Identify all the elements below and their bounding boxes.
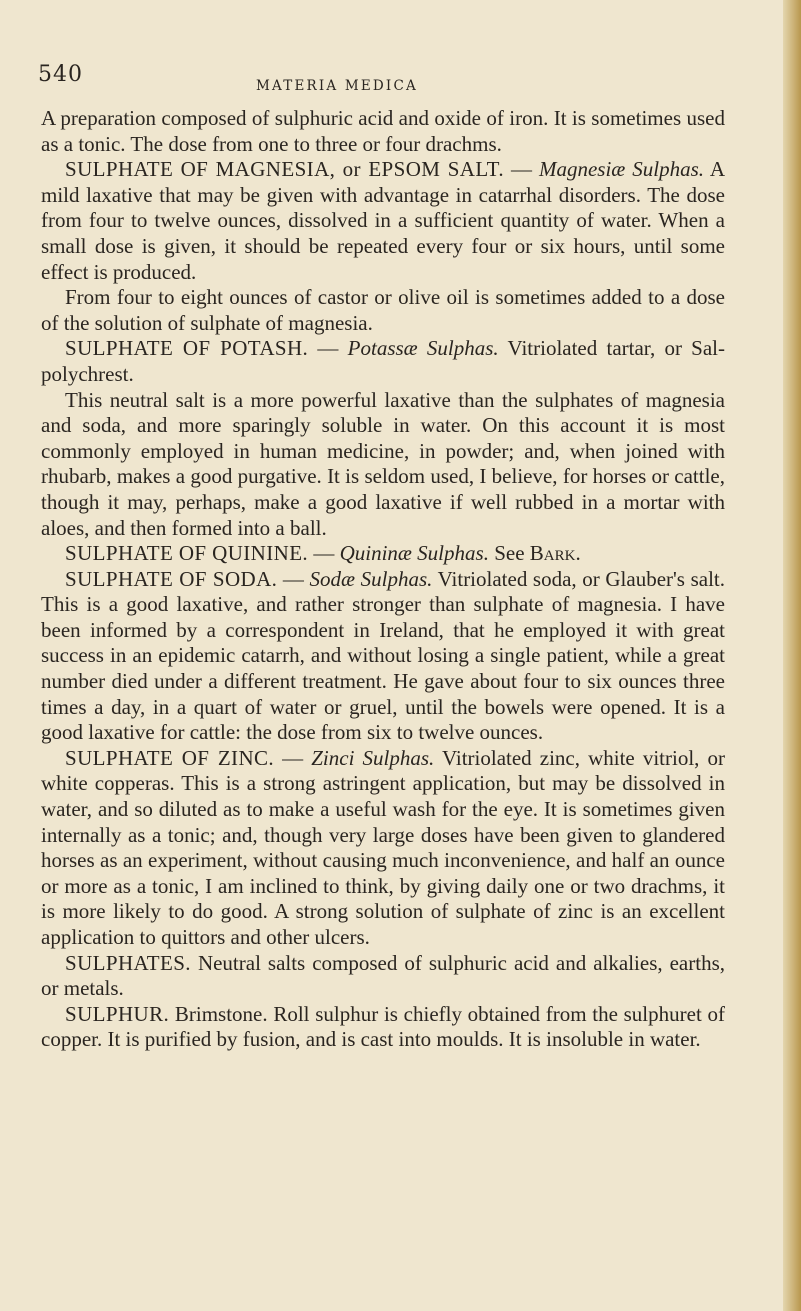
cross-reference: Bark. xyxy=(529,541,581,566)
entry-sulphate-of-magnesia xyxy=(41,157,725,285)
running-head: MATERIA MEDICA xyxy=(256,78,418,94)
latin-name: Potassæ Sulphas. xyxy=(347,336,499,361)
entry-text: Vitriolated soda, or Glauber's salt. This is a good laxative, and rather stronger than sulphate of magnesia. I have been informed by a correspondent in Ireland, that he employed it with great success in an epidemic catarrh, and without losing a single patient, while a great number died under a different treatment. He gave about four to six ounces three times a day, in a quart of water or gruel, until the bowels were opened. It is a good laxative for cattle: the dose from six to twelve ounces. xyxy=(41,566,725,745)
entry-sulphate-of-potash xyxy=(41,336,725,387)
entry-sulphur xyxy=(41,1002,725,1053)
entry-heading: SULPHATES. xyxy=(65,950,191,975)
latin-name: Magnesiæ Sulphas. xyxy=(538,157,705,182)
entry-sulphate-of-zinc xyxy=(41,746,725,951)
paragraph-castor-oil: From four to eight ounces of castor or olive oil is sometimes added to a dose of the solution of sulphate of magnesia. xyxy=(41,285,725,335)
entry-text: Neutral salts composed of sulphuric acid and alkalies, earths, or metals. xyxy=(41,950,725,1001)
entry-heading: SULPHATE OF ZINC. xyxy=(65,745,275,770)
entry-heading: SULPHATE OF MAGNESIA, or EPSOM SALT. xyxy=(65,157,504,182)
entry-heading: SULPHATE OF POTASH. xyxy=(65,336,309,361)
dash: — xyxy=(277,566,310,591)
page-number: 540 xyxy=(38,62,83,87)
entry-heading: SULPHATE OF QUININE. xyxy=(65,541,309,566)
entry-sulphate-of-quinine xyxy=(41,541,725,567)
dash: — xyxy=(274,745,312,770)
entry-heading: SULPHUR. xyxy=(65,1001,170,1026)
latin-name: Zinci Sulphas. xyxy=(311,745,435,770)
dash: — xyxy=(308,336,348,361)
dash: — xyxy=(504,157,539,182)
dash: — xyxy=(308,541,340,566)
entry-text: A mild laxative that may be given with advantage in catarrhal disorders. The dose from four to twelve ounces, dissolved in a sufficient quantity of water. When a small dose is given, it should be repeated every four or six hours, until some effect is produced. xyxy=(41,157,725,284)
see-text: See xyxy=(488,541,530,566)
page-edge xyxy=(783,0,801,1311)
entry-text: Brimstone. Roll sulphur is chiefly obtained from the sulphuret of copper. It is purified by fusion, and is cast into moulds. It is insoluble in water. xyxy=(41,1001,725,1052)
entry-sulphate-of-soda xyxy=(41,567,725,746)
latin-name: Quininæ Sulphas. xyxy=(339,541,489,566)
entry-sulphates xyxy=(41,951,725,1002)
latin-name: Sodæ Sulphas. xyxy=(309,566,433,591)
page-header xyxy=(38,62,738,98)
paragraph-intro: A preparation composed of sulphuric acid and oxide of iron. It is sometimes used as a tonic. The dose from one to three or four drachms. xyxy=(41,106,725,156)
entry-heading: SULPHATE OF SODA. xyxy=(65,566,278,591)
entry-text: Vitriolated tartar, or Sal-polychrest. xyxy=(41,336,725,386)
body-text xyxy=(41,106,725,1053)
paragraph-neutral-salt: This neutral salt is a more powerful laxative than the sulphates of magnesia and soda, and more sparingly soluble in water. On this account it is most commonly employed in human medicine, in powder; and, when joined with rhubarb, makes a good purgative. It is seldom used, I believe, for horses or cattle, though it may, perhaps, make a good laxative if well rubbed in a mortar with aloes, and then formed into a ball. xyxy=(41,387,725,540)
entry-text: Vitriolated zinc, white vitriol, or white copperas. This is a strong astringent application, but may be dissolved in water, and so diluted as to make a useful wash for the eye. It is sometimes given internally as a tonic; and, though very large doses have been given to glandered horses as an experiment, without causing much inconvenience, and half an ounce or more as a tonic, I am inclined to think, by giving daily one or two drachms, it is more likely to do good. A strong solution of sulphate of zinc is an excellent application to quittors and other ulcers. xyxy=(41,745,725,949)
